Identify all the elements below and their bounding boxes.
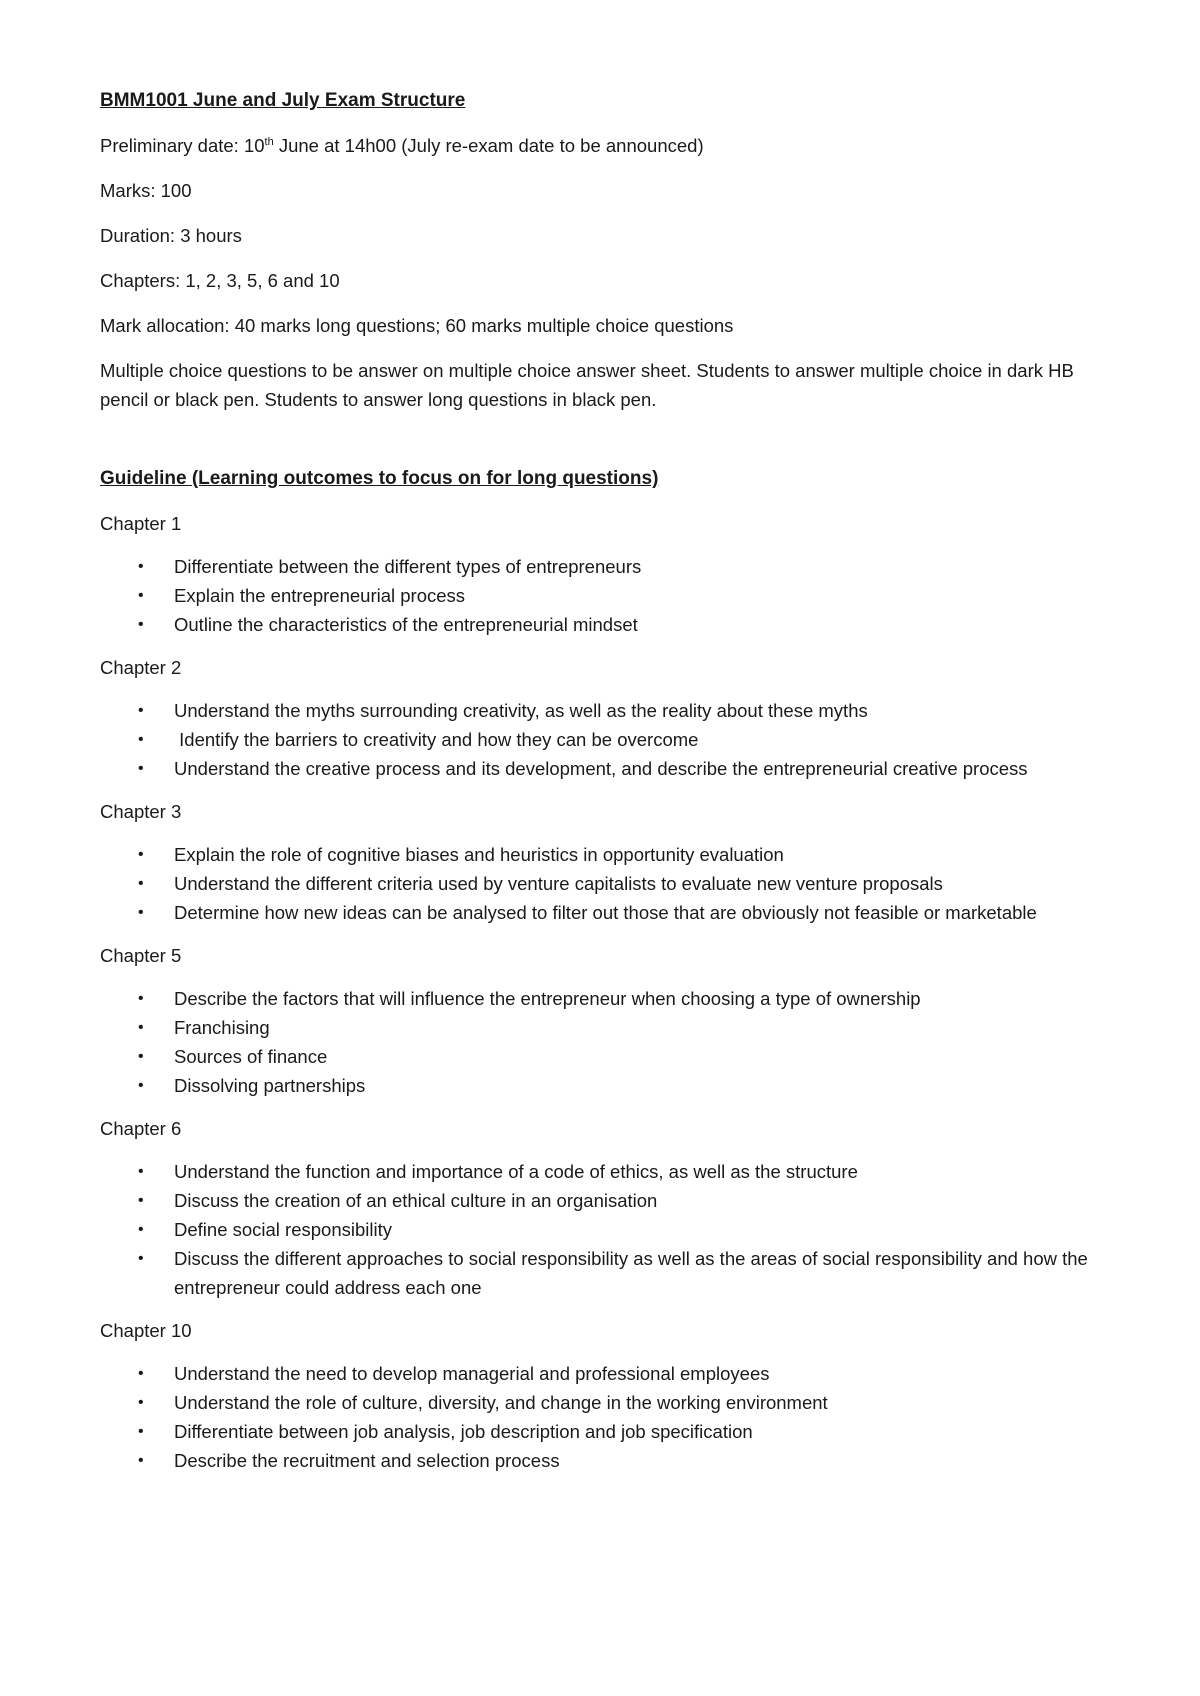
list-item <box>100 1013 1120 1042</box>
list-item-text: Differentiate between the different types of entrepreneurs <box>174 556 642 577</box>
list-item-text: Understand the creative process and its development, and describe the entrepreneurial creative process <box>174 758 1028 779</box>
duration-line: Duration: 3 hours <box>100 225 242 246</box>
bullet-icon: • <box>138 875 144 892</box>
bullet-icon: • <box>138 1452 144 1469</box>
list-item-text: Discuss the creation of an ethical culture in an organisation <box>174 1190 658 1211</box>
list-item <box>100 696 1120 725</box>
bullet-icon: • <box>138 1019 144 1036</box>
instructions-paragraph: Multiple choice questions to be answer on multiple choice answer sheet. Students to answer multiple choice in dark HB pencil or black pen. Students to answer long questions in black pen. <box>100 360 1074 410</box>
bullet-icon: • <box>138 904 144 921</box>
learning-outcomes-list <box>100 1157 1120 1302</box>
list-item-text: Understand the function and importance of a code of ethics, as well as the structure <box>174 1161 858 1182</box>
guideline-sections <box>100 509 1120 1475</box>
bullet-icon: • <box>138 731 144 748</box>
list-item-text: Discuss the different approaches to social responsibility as well as the areas of social responsibility and how the entrepreneur could address each one <box>174 1248 1093 1298</box>
list-item <box>100 754 1120 783</box>
document-title: BMM1001 June and July Exam Structure <box>100 90 466 111</box>
list-item <box>100 1186 1120 1215</box>
bullet-icon: • <box>138 1365 144 1382</box>
bullet-icon: • <box>138 1423 144 1440</box>
list-item-text: Describe the recruitment and selection process <box>174 1450 560 1471</box>
bullet-icon: • <box>138 587 144 604</box>
list-item <box>100 1042 1120 1071</box>
list-item <box>100 1359 1120 1388</box>
chapter-title: Chapter 10 <box>100 1320 192 1341</box>
chapters-line: Chapters: 1, 2, 3, 5, 6 and 10 <box>100 270 340 291</box>
list-item <box>100 869 1120 898</box>
bullet-icon: • <box>138 558 144 575</box>
list-item-text: Identify the barriers to creativity and how they can be overcome <box>174 729 699 750</box>
list-item-text: Explain the entrepreneurial process <box>174 585 466 606</box>
list-item-text: Franchising <box>174 1017 270 1038</box>
list-item-text: Understand the different criteria used by venture capitalists to evaluate new venture proposals <box>174 873 943 894</box>
bullet-icon: • <box>138 760 144 777</box>
guideline-title: Guideline (Learning outcomes to focus on for long questions) <box>100 468 659 489</box>
list-item-text: Describe the factors that will influence the entrepreneur when choosing a type of ownership <box>174 988 921 1009</box>
list-item-text: Dissolving partnerships <box>174 1075 366 1096</box>
preliminary-date-sup: th <box>264 135 274 148</box>
chapter-title: Chapter 1 <box>100 513 182 534</box>
preliminary-date-suffix: June at 14h00 (July re-exam date to be announced) <box>273 135 704 156</box>
bullet-icon: • <box>138 990 144 1007</box>
list-item-text: Differentiate between job analysis, job description and job specification <box>174 1421 753 1442</box>
bullet-icon: • <box>138 1048 144 1065</box>
list-item-text: Understand the myths surrounding creativity, as well as the reality about these myths <box>174 700 868 721</box>
list-item <box>100 984 1120 1013</box>
list-item-text: Determine how new ideas can be analysed to filter out those that are obviously not feasible or marketable <box>174 902 1037 923</box>
marks-line: Marks: 100 <box>100 180 192 201</box>
list-item <box>100 840 1120 869</box>
learning-outcomes-list <box>100 840 1120 927</box>
chapter-title: Chapter 6 <box>100 1118 182 1139</box>
list-item-text: Understand the role of culture, diversity, and change in the working environment <box>174 1392 828 1413</box>
list-item <box>100 1446 1120 1475</box>
bullet-icon: • <box>138 616 144 633</box>
chapter-title: Chapter 5 <box>100 945 182 966</box>
document-page <box>100 86 1120 1489</box>
chapter-title: Chapter 2 <box>100 657 182 678</box>
list-item <box>100 581 1120 610</box>
list-item-text: Explain the role of cognitive biases and heuristics in opportunity evaluation <box>174 844 784 865</box>
list-item <box>100 1244 1120 1302</box>
list-item-text: Outline the characteristics of the entrepreneurial mindset <box>174 614 638 635</box>
bullet-icon: • <box>138 846 144 863</box>
list-item <box>100 552 1120 581</box>
preliminary-date-prefix: Preliminary date: 10 <box>100 135 265 156</box>
list-item <box>100 1157 1120 1186</box>
list-item <box>100 610 1120 639</box>
bullet-icon: • <box>138 1250 144 1267</box>
chapter-title: Chapter 3 <box>100 801 182 822</box>
bullet-icon: • <box>138 1394 144 1411</box>
bullet-icon: • <box>138 1163 144 1180</box>
mark-allocation-line: Mark allocation: 40 marks long questions; 60 marks multiple choice questions <box>100 315 734 336</box>
learning-outcomes-list <box>100 1359 1120 1475</box>
bullet-icon: • <box>138 1192 144 1209</box>
list-item <box>100 1215 1120 1244</box>
list-item-text: Understand the need to develop managerial and professional employees <box>174 1363 770 1384</box>
list-item <box>100 1417 1120 1446</box>
list-item <box>100 898 1120 927</box>
list-item-text: Define social responsibility <box>174 1219 392 1240</box>
list-item <box>100 1071 1120 1100</box>
list-item <box>100 1388 1120 1417</box>
learning-outcomes-list <box>100 552 1120 639</box>
learning-outcomes-list <box>100 696 1120 783</box>
bullet-icon: • <box>138 702 144 719</box>
bullet-icon: • <box>138 1077 144 1094</box>
list-item-text: Sources of finance <box>174 1046 328 1067</box>
learning-outcomes-list <box>100 984 1120 1100</box>
section-spacer <box>100 430 1120 464</box>
preliminary-date <box>100 131 1120 160</box>
list-item <box>100 725 1120 754</box>
bullet-icon: • <box>138 1221 144 1238</box>
